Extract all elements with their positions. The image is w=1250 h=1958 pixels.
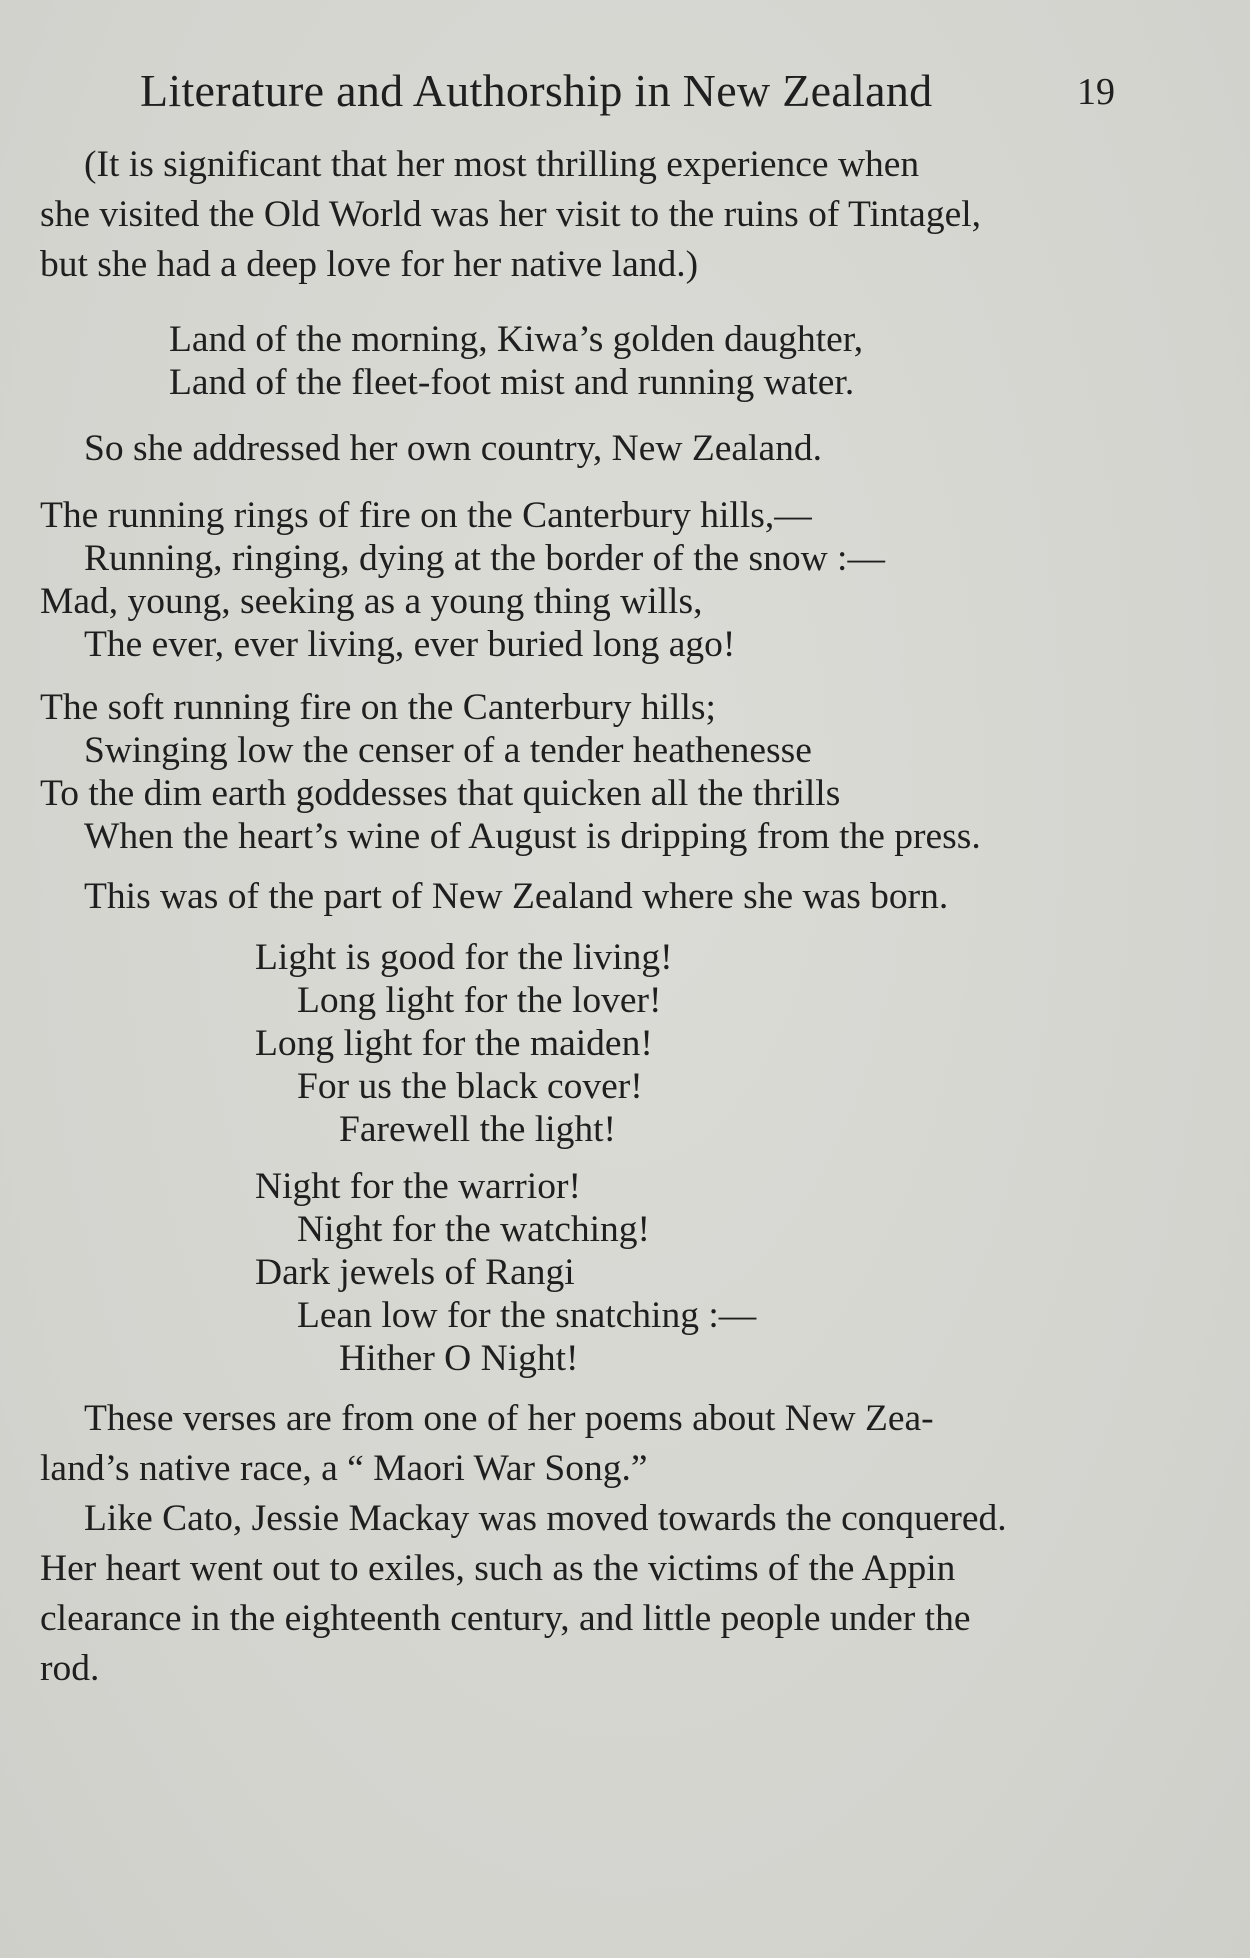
poem-quote-3-stanza-1 bbox=[40, 936, 1110, 1151]
text-line: Like Cato, Jessie Mackay was moved towards the conquered. bbox=[84, 1498, 1007, 1539]
verse-line: Long light for the maiden! bbox=[255, 1023, 653, 1064]
page-text bbox=[40, 140, 1110, 1694]
verse-line: Swinging low the censer of a tender heathenesse bbox=[84, 730, 812, 771]
verse-line: Hither O Night! bbox=[339, 1338, 579, 1379]
verse-line: Lean low for the snatching :— bbox=[297, 1295, 757, 1336]
text-line: (It is significant that her most thrilling experience when bbox=[84, 144, 920, 185]
verse-line: The ever, ever living, ever buried long ago! bbox=[84, 624, 736, 665]
verse-line: Land of the morning, Kiwa’s golden daughter, bbox=[169, 319, 864, 360]
verse-line: When the heart’s wine of August is dripping from the press. bbox=[84, 816, 981, 857]
poem-quote-2-stanza-1 bbox=[40, 494, 1110, 666]
verse-line: For us the black cover! bbox=[297, 1066, 643, 1107]
running-title: Literature and Authorship in New Zealand bbox=[140, 65, 933, 116]
paragraph-4 bbox=[40, 1394, 1110, 1494]
text-line: This was of the part of New Zealand where she was born. bbox=[84, 876, 949, 917]
text-line: she visited the Old World was her visit to the ruins of Tintagel, bbox=[40, 194, 982, 235]
verse-line: Running, ringing, dying at the border of the snow :— bbox=[84, 538, 885, 579]
poem-quote-2-stanza-2 bbox=[40, 686, 1110, 858]
text-line: So she addressed her own country, New Zealand. bbox=[84, 428, 822, 469]
verse-line: Night for the warrior! bbox=[255, 1166, 581, 1207]
verse-line: To the dim earth goddesses that quicken all the thrills bbox=[40, 773, 841, 814]
text-line: rod. bbox=[40, 1648, 100, 1689]
verse-line: Land of the fleet-foot mist and running water. bbox=[169, 362, 855, 403]
verse-line: Farewell the light! bbox=[339, 1109, 617, 1150]
text-line: Her heart went out to exiles, such as the victims of the Appin bbox=[40, 1548, 956, 1589]
text-line: These verses are from one of her poems about New Zea- bbox=[84, 1398, 934, 1439]
poem-quote-3-stanza-2 bbox=[40, 1165, 1110, 1380]
verse-line: The soft running fire on the Canterbury hills; bbox=[40, 687, 716, 728]
verse-line: The running rings of fire on the Canterbury hills,— bbox=[40, 495, 812, 536]
verse-line: Mad, young, seeking as a young thing wills, bbox=[40, 581, 703, 622]
poem-quote-1 bbox=[40, 318, 1110, 404]
verse-line: Light is good for the living! bbox=[255, 937, 673, 978]
verse-line: Night for the watching! bbox=[297, 1209, 651, 1250]
paragraph-1 bbox=[40, 140, 1110, 290]
paragraph-2 bbox=[40, 424, 1110, 474]
text-line: land’s native race, a “ Maori War Song.” bbox=[40, 1448, 648, 1489]
page-number: 19 bbox=[1077, 71, 1115, 113]
text-line: clearance in the eighteenth century, and little people under the bbox=[40, 1598, 971, 1639]
verse-line: Dark jewels of Rangi bbox=[255, 1252, 575, 1293]
paragraph-5 bbox=[40, 1494, 1110, 1694]
running-head bbox=[140, 64, 1115, 124]
text-line: but she had a deep love for her native land.) bbox=[40, 244, 699, 285]
paragraph-3 bbox=[40, 872, 1110, 922]
verse-line: Long light for the lover! bbox=[297, 980, 662, 1021]
